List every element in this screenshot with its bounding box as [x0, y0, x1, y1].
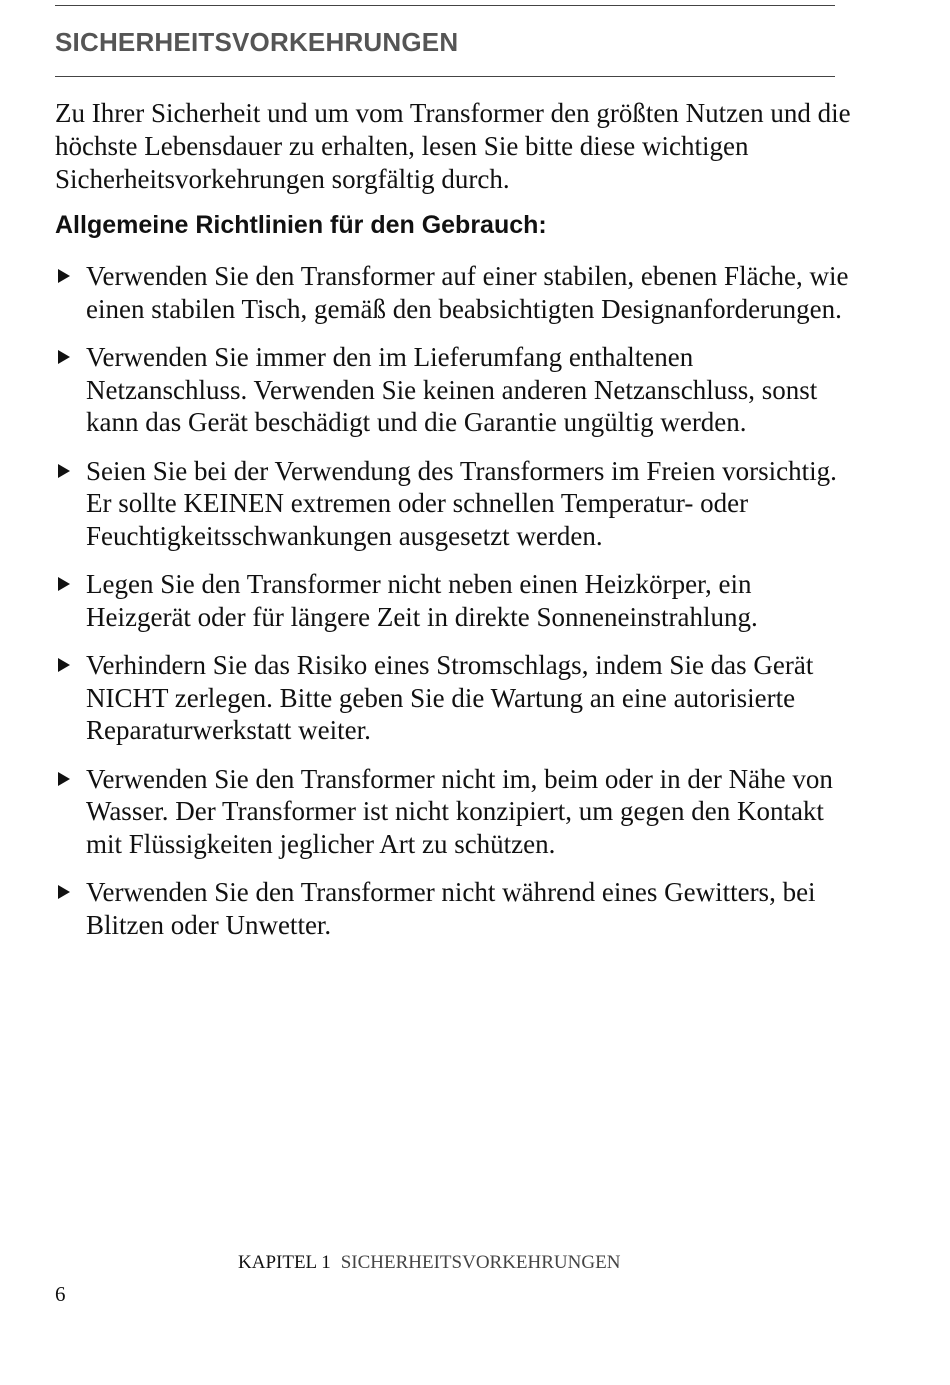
footer-chapter: KAPITEL 1	[238, 1252, 331, 1273]
page-number: 6	[55, 1282, 66, 1306]
list-item-text: Legen Sie den Transformer nicht neben einen Heizkörper, ein Heizgerät oder für längere Zeit in direkte Sonneneinstrahlung.	[86, 569, 758, 632]
guidelines-list	[55, 260, 855, 957]
list-item	[55, 876, 855, 941]
intro-paragraph: Zu Ihrer Sicherheit und um vom Transformer den größten Nutzen und die höchste Lebensdauer zu erhalten, lesen Sie bitte diese wichtigen Sicherheitsvorkehrungen sorgfältig durch.	[55, 98, 851, 194]
list-item-text: Verwenden Sie den Transformer auf einer stabilen, ebenen Fläche, wie einen stabilen Tisch, gemäß den beabsichtigten Designanforderungen.	[86, 261, 849, 324]
triangle-bullet-icon	[58, 577, 70, 591]
running-footer	[238, 1252, 620, 1274]
list-item-text: Seien Sie bei der Verwendung des Transformers im Freien vorsichtig. Er sollte KEINEN extremen oder schnellen Temperatur- oder Feuchtigkeitsschwankungen ausgesetzt werden.	[86, 455, 837, 551]
list-item-text: Verhindern Sie das Risiko eines Stromschlags, indem Sie das Gerät NICHT zerlegen. Bitte geben Sie die Wartung an eine autorisierte Reparaturwerkstatt weiter.	[86, 650, 814, 745]
triangle-bullet-icon	[58, 350, 70, 364]
list-item	[55, 649, 855, 747]
triangle-bullet-icon	[58, 464, 70, 478]
footer-chapter-title: SICHERHEITSVORKEHRUNGEN	[340, 1252, 621, 1273]
list-item	[55, 763, 855, 861]
triangle-bullet-icon	[58, 885, 70, 899]
list-item	[55, 568, 855, 633]
triangle-bullet-icon	[58, 269, 70, 283]
list-item-text: Verwenden Sie den Transformer nicht während eines Gewitters, bei Blitzen oder Unwetter.	[86, 877, 816, 940]
section-title: SICHERHEITSVORKEHRUNGEN	[55, 27, 459, 57]
list-item-text: Verwenden Sie immer den im Lieferumfang enthaltenen Netzanschluss. Verwenden Sie keinen anderen Netzanschluss, sonst kann das Gerät beschädigt und die Garantie ungültig werden.	[86, 342, 818, 437]
triangle-bullet-icon	[58, 658, 70, 672]
title-underline-rule	[55, 76, 835, 77]
guidelines-heading: Allgemeine Richtlinien für den Gebrauch:	[55, 211, 547, 239]
list-item	[55, 260, 855, 325]
list-item	[55, 341, 855, 439]
list-item	[55, 455, 855, 553]
list-item-text: Verwenden Sie den Transformer nicht im, beim oder in der Nähe von Wasser. Der Transformer ist nicht konzipiert, um gegen den Kontakt mit Flüssigkeiten jeglicher Art zu schützen.	[86, 763, 833, 859]
triangle-bullet-icon	[58, 772, 70, 786]
top-rule	[55, 5, 835, 6]
